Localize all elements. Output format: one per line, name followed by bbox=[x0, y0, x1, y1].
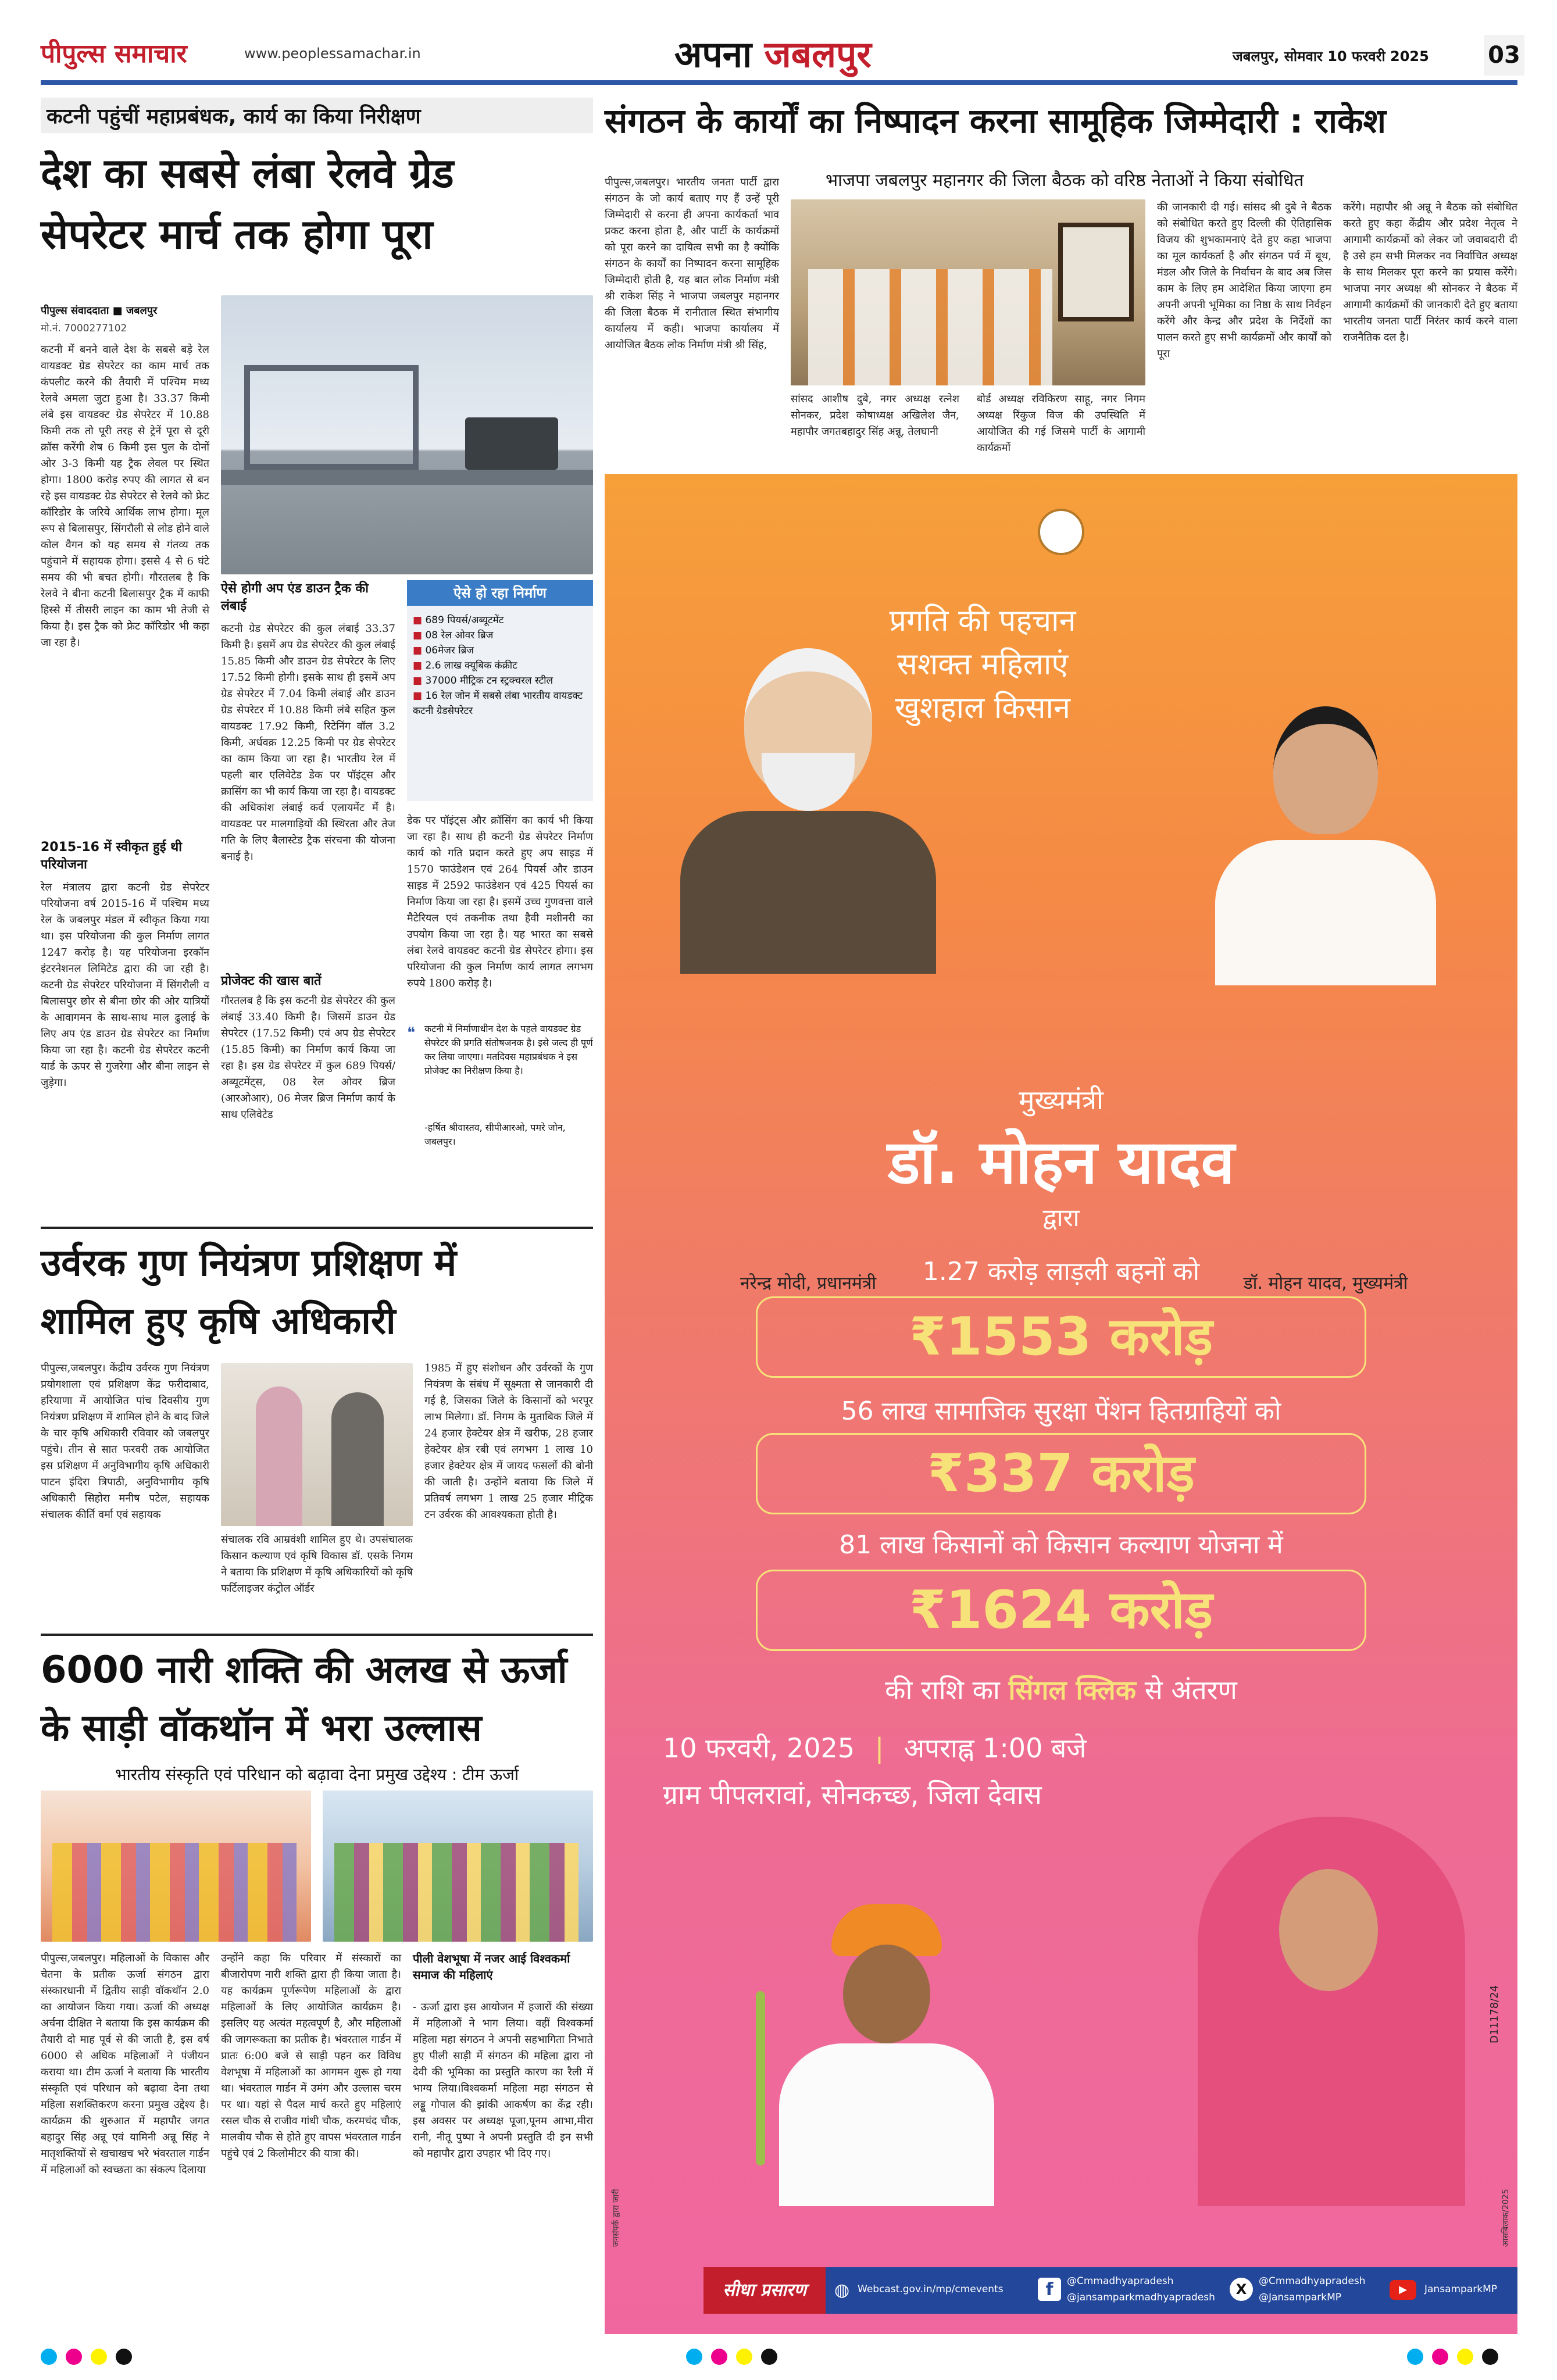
ad-code: D11178/24 bbox=[1488, 1985, 1501, 2043]
saree-sub: पीली वेशभूषा में नजर आई विश्वकर्मा समाज की महिलाएं bbox=[413, 1952, 570, 1982]
cm-caption: डॉ. मोहन यादव, मुख्यमंत्री bbox=[1243, 1273, 1408, 1293]
woman-figure bbox=[1186, 1799, 1477, 2206]
rail-col1b: रेल मंत्रालय द्वारा कटनी ग्रेड सेपरेटर परियोजना वर्ष 2015-16 में पश्चिम मध्य रेल के जबलपुर मंडल में स्वीकृत किया गया था। इस परियोजना की कुल निर्माण लागत 1247 करोड़ है। यह परियोजना इरकॉन इंटरनेशनल लिमिटेड द्वारा की जा रही है। कटनी ग्रेड सेपरेटर परियोजना में सिंगरौली व बिलासपुर छोर से बीना छोर की ओर यात्रियों के आवागमन के साथ-साथ माल ढुलाई के लिए अप एंड डाउन ग्रेड सेपरेटर का निर्माण किया जा रहा है। कटनी ग्रेड सेपरेटर कटनी यार्ड के ऊपर से गुजरेगा और बीना लाइन से जुड़ेगा। bbox=[41, 881, 209, 1089]
saree-subhead: भारतीय संस्कृति एवं परिधान को बढ़ावा देना प्रमुख उद्देश्य : टीम ऊर्जा bbox=[115, 1765, 519, 1784]
rail-kicker: कटनी पहुंचीं महाप्रबंधक, कार्य का किया निरीक्षण bbox=[41, 98, 593, 133]
cm-face bbox=[1273, 706, 1378, 834]
ad-tagline-2: सशक्त महिलाएं bbox=[897, 647, 1069, 682]
rail-col1: कटनी में बनने वाले देश के सबसे बड़े रेल वायडक्ट ग्रेड सेपरेटर का काम मार्च तक कंपलीट करने की तैयारी में पश्चिम मध्य रेलवे अमला जुटा हुआ है। 33.37 किमी लंबे इस वायडक्ट ग्रेड सेपरेटर में 10.88 किमी तक तो पूरी तरह से ट्रेनें पूरा से दूरी क्रॉस करेंगी शेष 6 किमी इस पुल के दोनों ओर 3-3 किमी यह ट्रैक लेवल पर स्थित होगा। 1800 करोड़ रुपए की लागत से बन रहे इस वायडक्ट ग्रेड सेपरेटर से रेलवे को फ्रेट कॉरिडोर के जरिये आर्थिक लाभ होगा। मूल रूप से बिलासपुर, सिंगरौली से लोड होने वाले कोल वैगन को यह समय से गंतव्य तक पहुंचाने में सहायक होगा। इससे 4 से 6 घंटे समय की भी बचत होगी। गौरतलब है कि रेलवे ने बीना कटनी बिलासपुर ट्रैक में काफी हिस्से में तीसरी लाइन का काम भी तेजी से किया है। इस ट्रैक को फ्रेट कॉरिडोर भी कहा जा रहा है। bbox=[41, 344, 209, 649]
fact-box-list bbox=[413, 613, 587, 719]
ad-line-2: 56 लाख सामाजिक सुरक्षा पेंशन हितग्राहियों को bbox=[841, 1396, 1281, 1426]
x-handle-1[interactable]: @Cmmadhyapradesh bbox=[1259, 2275, 1366, 2287]
rail-quote-by: -हर्षित श्रीवास्तव, सीपीआरओ, पमरे जोन, जबलपुर। bbox=[424, 1122, 566, 1147]
black-dot-icon bbox=[1482, 2349, 1498, 2365]
transfer-post: से अंतरण bbox=[1144, 1674, 1237, 1706]
quote-icon: ❝ bbox=[407, 1024, 415, 1042]
ad-frame-2 bbox=[756, 1433, 1366, 1514]
separator: | bbox=[874, 1732, 884, 1764]
webcast-link[interactable]: Webcast.gov.in/mp/cmevents bbox=[858, 2283, 1004, 2295]
fert-photo bbox=[221, 1363, 413, 1526]
website-link[interactable]: www.peoplessamachar.in bbox=[244, 45, 421, 62]
rail-byline: पीपुल्स संवाददाता ■ जबलपुर bbox=[41, 305, 158, 317]
org-subhead: भाजपा जबलपुर महानगर की जिला बैठक को वरिष्ठ नेताओं ने किया संबोधित bbox=[826, 170, 1304, 191]
magenta-dot-icon bbox=[66, 2349, 82, 2365]
rail-fact-box bbox=[407, 580, 593, 801]
event-time: अपराह्न 1:00 बजे bbox=[904, 1732, 1087, 1764]
dateline: जबलपुर, सोमवार 10 फरवरी 2025 bbox=[1233, 48, 1429, 65]
org-meeting-photo bbox=[791, 199, 1145, 385]
rail-col2: कटनी ग्रेड सेपरेटर की कुल लंबाई 33.37 किमी है। इसमें अप ग्रेड सेपरेटर की कुल लंबाई 15.85 किमी और डाउन ग्रेड सेपरेटर के लिए 17.52 किमी होगी। इसके साथ ही इसमें अप ग्रेड सेपरेटर में 7.04 किमी लंबाई और डाउन ग्रेड सेपरेटर में 10.88 किमी लंबे सहित कुल वायडक्ट 17.92 किमी, रिटेनिंग वॉल 3.2 किमी, अर्धवक्र 12.25 किमी पर ग्रेड सेपरेटर का काम किया जा रहा है। भारतीय रेल में पहली बार एलिवेटेड डेक पर पॉइंट्स और क्रासिंग का भी कार्य किया जा रहा है। वायडक्ट की अधिकांश लंबाई कर्व एलायमेंट में है। वायडक्ट पर मालगाड़ियों की स्थिरता और तेज गति के लिए बैलास्टेड ट्रैक संरचना की योजना बनाई है। bbox=[221, 623, 395, 863]
women-group-1 bbox=[52, 1843, 297, 1942]
rail-quote: कटनी में निर्माणाधीन देश के पहले वायडक्ट ग्रेड सेपरेटर की प्रगति संतोषजनक है। इसे जल्द ही पूर्ण कर लिया जाएगा। मतदिवस महाप्रबंधक ने इस प्रोजेक्ट का निरीक्षण किया है। bbox=[424, 1023, 593, 1076]
fert-story bbox=[41, 1235, 593, 1642]
event-date: 10 फरवरी, 2025 bbox=[663, 1732, 855, 1764]
bridge-deck bbox=[221, 470, 593, 485]
rail-headline-2: सेपरेटर मार्च तक होगा पूरा bbox=[41, 210, 433, 258]
x-handle-2[interactable]: @JansamparkMP bbox=[1259, 2292, 1342, 2303]
pm-caption: नरेन्द्र मोदी, प्रधानमंत्री bbox=[740, 1273, 877, 1293]
fert-bottom-rule bbox=[41, 1634, 593, 1636]
cm-title: मुख्यमंत्री bbox=[1019, 1084, 1104, 1116]
org-col2: सांसद आशीष दुबे, नगर अध्यक्ष रत्नेश सोनकर, प्रदेश कोषाध्यक्ष अखिलेश जैन, महापौर जगतबहादुर सिंह अन्नू, तेलघानी bbox=[791, 393, 959, 438]
ad-tagline-1: प्रगति की पहचान bbox=[889, 603, 1076, 638]
live-stream-bar bbox=[703, 2267, 1517, 2314]
rail-bridge-photo bbox=[221, 295, 593, 574]
women-group-2 bbox=[334, 1843, 578, 1942]
fact-item: ■ 37000 मीट्रिक टन स्ट्रक्चरल स्टील bbox=[413, 673, 587, 688]
event-datetime bbox=[663, 1729, 1244, 1766]
pm-beard bbox=[762, 753, 855, 811]
ad-frame-1 bbox=[756, 1296, 1366, 1378]
pm-portrait bbox=[657, 648, 959, 974]
page-number: 03 bbox=[1484, 35, 1524, 76]
facebook-handle-1[interactable]: @Cmmadhyapradesh bbox=[1067, 2275, 1174, 2287]
yellow-dot-icon bbox=[1457, 2349, 1473, 2365]
officer-figure-2 bbox=[331, 1392, 384, 1526]
youtube-handle[interactable]: JansamparkMP bbox=[1424, 2283, 1498, 2295]
org-col1: पीपुल्स,जबलपुर। भारतीय जनता पार्टी द्वारा संगठन के जो कार्य बताए गए हैं उन्हें पूरी जिम्मेदारी से करना ही अपना कार्यकर्ता भाव प्रकट करना होता है, और पार्टी के कार्यक्रमों को पूरा करने का दायित्व सभी का है क्योंकि संगठन के कार्यों का निष्पादन करना सामूहिक जिम्मेदारी होती है, यह बात लोक निर्माण मंत्री श्री राकेश सिंह ने भाजपा जबलपुर महानगर की जिला बैठक में रानीताल स्थित संभागीय कार्यालय में कही। भाजपा कार्यालय में आयोजित बैठक लोक निर्माण मंत्री श्री सिंह, bbox=[605, 176, 779, 351]
rail-bottom-rule bbox=[41, 1227, 593, 1229]
fert-headline-1: उर्वरक गुण नियंत्रण प्रशिक्षण में bbox=[41, 1242, 457, 1285]
fert-col1: पीपुल्स,जबलपुर। केंद्रीय उर्वरक गुण नियंत्रण प्रयोगशाला एवं प्रशिक्षण केंद्र फरीदाबाद, हरियाणा में आयोजित पांच दिवसीय गुण नियंत्रण प्रशिक्षण में शामिल होने के बाद जिले के चार कृषि अधिकारी रविवार को जबलपुर पहुंचे। तीन से सात फरवरी तक आयोजित इस प्रशिक्षण में अनुविभागीय कृषि अधिकारी पाटन इंदिरा त्रिपाठी, अनुविभागीय कृषि अधिकारी सिहोरा मनीष पटेल, सहायक संचालक कीर्ति वर्मा एवं सहायक bbox=[41, 1362, 209, 1521]
transfer-highlight: सिंगल क्लिक bbox=[1008, 1674, 1137, 1706]
org-headline: संगठन के कार्यों का निष्पादन करना सामूहिक जिम्मेदारी : राकेश bbox=[605, 101, 1386, 141]
ad-left-note: जनसंपर्क द्वारा जारी bbox=[612, 2189, 621, 2247]
black-dot-icon bbox=[116, 2349, 132, 2365]
fact-item: ■ 08 रेल ओवर ब्रिज bbox=[413, 628, 587, 643]
saree-story bbox=[41, 1642, 593, 2334]
section-title bbox=[674, 29, 872, 78]
saree-photo-2 bbox=[323, 1791, 593, 1942]
cyan-dot-icon bbox=[1407, 2349, 1423, 2365]
ad-tagline-3: खुशहाल किसान bbox=[895, 691, 1070, 726]
x-icon[interactable]: X bbox=[1230, 2278, 1253, 2301]
ad-amount-1: ₹1553 करोड़ bbox=[909, 1306, 1213, 1367]
org-col4: की जानकारी दी गई। सांसद श्री दुबे ने बैठक को संबोधित करते हुए दिल्ली की ऐतिहासिक विजय की शुभकामनाएं देते हुए कहा भाजपा का मूल कार्यकर्ता है और संगठन पर्व में बूथ, मंडल और जिले के निर्वाचन के बाद अब जिस काम के लिए हम आदेशित किया जाएगा हम अपनी अपनी भूमिका का निष्ठा के साथ निर्वहन करेंगे और केन्द्र और प्रदेश के निर्देशों का पालन करते हुए सभी कार्यक्रमों और कार्यों को पूरा bbox=[1157, 201, 1331, 360]
fert-col2: संचालक रवि आम्रवंशी शामिल हुए थे। उपसंचालक किसान कल्याण एवं कृषि विकास डॉ. एसके निगम ने बताया कि प्रशिक्षण में कृषि अधिकारियों को कृषि फर्टिलाइजर कंट्रोल ऑर्डर bbox=[221, 1534, 413, 1595]
cyan-dot-icon bbox=[41, 2349, 57, 2365]
saree-headline-1: 6000 नारी शक्ति की अलख से ऊर्जा bbox=[41, 1649, 567, 1692]
cm-kurta bbox=[1215, 840, 1436, 985]
youtube-icon[interactable]: ▶ bbox=[1390, 2280, 1416, 2300]
fact-item: ■ 689 पियर्स/अब्यूटमेंट bbox=[413, 613, 587, 628]
farmer-face bbox=[843, 1945, 930, 2043]
cyan-dot-icon bbox=[686, 2349, 702, 2365]
fact-box-title: ऐसे हो रहा निर्माण bbox=[407, 580, 593, 606]
rail-sub1: 2015-16 में स्वीकृत हुई थी परियोजना bbox=[41, 840, 182, 872]
fact-item: ■ 2.6 लाख क्यूबिक कंक्रीट bbox=[413, 658, 587, 673]
fert-col3: 1985 में हुए संशोधन और उर्वरकों के गुण नियंत्रण के संबंध में सूक्ष्मता से जानकारी दी गई है, जिसका जिले के किसानों को भरपूर लाभ मिलेगा। डॉ. निगम के मुताबिक जिले में 24 हजार हेक्टेयर क्षेत्र में खरीफ, 28 हजार हेक्टेयर क्षेत्र रबी एवं लगभग 1 लाख 10 हजार हेक्टेयर क्षेत्र में जायद फसलों की बोनी की जाती है। उन्होंने बताया कि जिले में प्रतिवर्ष लगभग 1 लाख 25 हजार मीट्रिक टन उर्वरक की आवश्यकता होती है। bbox=[424, 1362, 593, 1521]
saree-headline-2: के साड़ी वॉकथॉन में भरा उल्लास bbox=[41, 1707, 482, 1750]
black-dot-icon bbox=[761, 2349, 777, 2365]
section-city: जबलपुर bbox=[764, 33, 872, 76]
fact-item: ■ 06मेजर ब्रिज bbox=[413, 643, 587, 658]
ad-amount-3: ₹1624 करोड़ bbox=[909, 1579, 1213, 1641]
ad-line-3: 81 लाख किसानों को किसान कल्याण योजना में bbox=[839, 1530, 1283, 1560]
org-story bbox=[605, 98, 1517, 458]
ad-amount-2: ₹337 करोड़ bbox=[927, 1443, 1195, 1504]
yellow-dot-icon bbox=[736, 2349, 752, 2365]
masthead-rule bbox=[41, 80, 1517, 85]
ad-right-note: आसबिलाक/2025 bbox=[1501, 2189, 1510, 2247]
rail-col2b: गौरतलब है कि इस कटनी ग्रेड सेपरेटर की कुल लंबाई 33.40 किमी है। जिसमें डाउन ग्रेड सेपरेटर (17.52 किमी) एवं अप ग्रेड सेपरेटर (15.85 किमी) का निर्माण कार्य किया जा रहा है। इस ग्रेड सेपरेटर में कुल 689 पियर्स/अब्यूटमेंट्स, 08 रेल ओवर ब्रिज (आरओआर), 06 मेजर ब्रिज निर्माण कार्य के साथ एलिवेटेड bbox=[221, 995, 395, 1121]
magenta-dot-icon bbox=[1432, 2349, 1448, 2365]
rail-sub3: प्रोजेक्ट की खास बातें bbox=[221, 974, 322, 988]
rail-phone: मो.नं. 7000277102 bbox=[41, 323, 127, 334]
leaders-row bbox=[808, 269, 1052, 385]
inspectors bbox=[465, 417, 558, 470]
org-col5: करेंगे। महापौर श्री अन्नू ने बैठक को संबोधित करते हुए कहा केंद्रीय और प्रदेश नेतृत्व ने आगामी कार्यक्रमों को लेकर जो जवाबदारी दी है उसे हम सभी मिलकर नव निर्वाचित अध्यक्ष के साथ मिलकर पूरा करने का प्रयास करेंगे। भाजपा नगर अध्यक्ष श्री सोनकर ने बैठक में आगामी कार्यक्रमों की जानकारी देते हुए बताया भारतीय जनता पार्टी निरंतर कार्य करने वाला राजनैतिक दल है। bbox=[1343, 201, 1517, 344]
woman-face bbox=[1279, 1869, 1378, 1991]
rail-quote-box bbox=[407, 1022, 593, 1156]
section-prefix: अपना bbox=[674, 33, 752, 76]
bridge-truss bbox=[244, 365, 419, 470]
yellow-dot-icon bbox=[91, 2349, 107, 2365]
registration-marks-right bbox=[1407, 2349, 1504, 2367]
mp-emblem-icon bbox=[1038, 509, 1084, 555]
fact-item: ■ 16 रेल जोन में सबसे लंबा भारतीय वायडक्ट कटनी ग्रेडसेपरेटर bbox=[413, 688, 587, 719]
rail-sub2: ऐसे होगी अप एंड डाउन ट्रैक की लंबाई bbox=[221, 581, 369, 613]
ad-frame-3 bbox=[756, 1570, 1366, 1651]
pm-jacket bbox=[680, 811, 936, 974]
saree-col3: - ऊर्जा द्वारा इस आयोजन में हजारों की संख्या में महिलाओं ने भाग लिया। वहीं विश्वकर्मा महिला महा संगठन ने अपनी सहभागिता निभाते हुए पीली साड़ी में संगठन की महिला द्वारा नो देवी की भूमिका का प्रस्तुति कारण का रैली में भाग्य लिया।विश्वकर्मा महिला महा संगठन से लड्डू गोपाल की झांकी आकर्षण का केंद्र रही। इस अवसर पर अध्यक्ष पूजा,पूनम आभा,मीरा रानी, नीतू पुष्पा ने अपनी प्रस्तुति दी इन सभी को महापौर द्वारा उपहार भी दिए गए। bbox=[413, 2001, 593, 2160]
portrait-frame bbox=[1058, 223, 1134, 321]
saree-col1: पीपुल्स,जबलपुर। महिलाओं के विकास और चेतना के प्रतीक ऊर्जा संगठन द्वारा संस्कारधानी में द्वितीय साड़ी वॉकथॉन 2.0 का आयोजन किया गया। ऊर्जा की अध्यक्ष अर्चना दीक्षित ने बताया कि इस कार्यक्रम की तैयारी दो माह पूर्व से की जाती है, इस वर्ष 6000 से अधिक महिलाओं ने पंजीयन कराया था। टीम ऊर्जा ने बताया कि भारतीय संस्कृति एवं परिधान को बढ़ावा देना तथा महिला सशक्तिकरण करना प्रमुख उद्देश्य है। कार्यक्रम की शुरुआत में महापौर जगत बहादुर सिंह अन्नू एवं यामिनी अन्नू सिंह ने मातृशक्तियों से खचाखच भरे भंवरताल गार्डन में महिलाओं को स्वच्छता का संकल्प दिलाया bbox=[41, 1952, 209, 2176]
rail-headline-1: देश का सबसे लंबा रेलवे ग्रेड bbox=[41, 149, 454, 197]
govt-advertisement bbox=[605, 474, 1517, 2334]
fert-headline-2: शामिल हुए कृषि अधिकारी bbox=[41, 1300, 396, 1343]
globe-icon: ◍ bbox=[834, 2280, 850, 2300]
registration-marks-left bbox=[41, 2349, 138, 2367]
cm-name: डॉ. मोहन यादव bbox=[887, 1127, 1235, 1198]
saree-col2: उन्होंने कहा कि परिवार में संस्कारों का बीजारोपण नारी शक्ति द्वारा ही किया जाता है। यह कार्यक्रम पूर्णरूपेण महिलाओं के द्वारा महिलाओं के लिए आयोजित कार्यक्रम है। इसलिए यह अत्यंत महत्वपूर्ण है, और महिलाओं की जागरूकता का प्रतीक है। भंवरताल गार्डन में प्रातः 6:00 बजे से साड़ी पहन कर विविध वेशभूषा में महिलाओं का आगमन शुरू हो गया था। भंवरताल गार्डन में उमंग और उल्लास चरम पर था। यहां से पैदल मार्च करते हुए महिलाएं रसल चौक से राजीव गांधी चौक, करमचंद चौक, मालवीय चौक से होते हुए वापस भंवरताल गार्डन पहुंचे एवं 2 किलोमीटर की यात्रा की। bbox=[221, 1952, 401, 2160]
farmer-figure bbox=[756, 1904, 1012, 2206]
magenta-dot-icon bbox=[711, 2349, 727, 2365]
paper-name: पीपुल्स समाचार bbox=[41, 39, 187, 69]
org-col3: बोर्ड अध्यक्ष रविकिरण साहू, नगर निगम अध्यक्ष रिंकुज विज की उपस्थिति में आयोजित की गई जिसमे पार्टी के आगामी कार्यक्रमों bbox=[977, 393, 1145, 454]
ad-by: द्वारा bbox=[1042, 1203, 1080, 1232]
cm-portrait bbox=[1204, 706, 1448, 985]
rail-col3: डेक पर पॉइंट्स और क्रॉसिंग का कार्य भी किया जा रहा है। साथ ही कटनी ग्रेड सेपरेटर निर्माण कार्य को गति प्रदान करते हुए अप साइड में 1570 फाउंडेशन एवं 264 पियर्स और डाउन साइड में 2592 फाउंडेशन एवं 425 पियर्स का निर्माण किया जा रहा है। इसमें उच्च गुणवत्ता वाले मैटेरियल एवं तकनीक तथा हैवी मशीनरी का उपयोग किया जा रहा है। यह भारत का सबसे लंबा रेलवे वायडक्ट कटनी ग्रेड सेपरेटर होगा। इस परियोजना की कुल निर्माण कार्य लागत लगभग रुपये 1800 करोड़ है। bbox=[407, 814, 593, 989]
facebook-icon[interactable]: f bbox=[1038, 2278, 1061, 2301]
facebook-handle-2[interactable]: @jansamparkmadhyapradesh bbox=[1067, 2292, 1215, 2303]
registration-marks-center bbox=[686, 2349, 783, 2367]
rail-story bbox=[41, 98, 593, 1231]
wheat-stalk bbox=[756, 1991, 765, 2165]
event-venue: ग्राम पीपलरावां, सोनकच्छ, जिला देवास bbox=[663, 1779, 1042, 1810]
saree-photo-1 bbox=[41, 1791, 311, 1942]
transfer-pre: की राशि का bbox=[885, 1674, 1000, 1706]
live-label: सीधा प्रसारण bbox=[703, 2267, 826, 2314]
officer-figure-1 bbox=[256, 1386, 302, 1526]
ad-transfer-line bbox=[605, 1671, 1517, 1707]
farmer-shirt bbox=[779, 2043, 994, 2206]
ad-line-1: 1.27 करोड़ लाड़ली बहनों को bbox=[922, 1257, 1200, 1287]
masthead bbox=[0, 0, 1557, 87]
